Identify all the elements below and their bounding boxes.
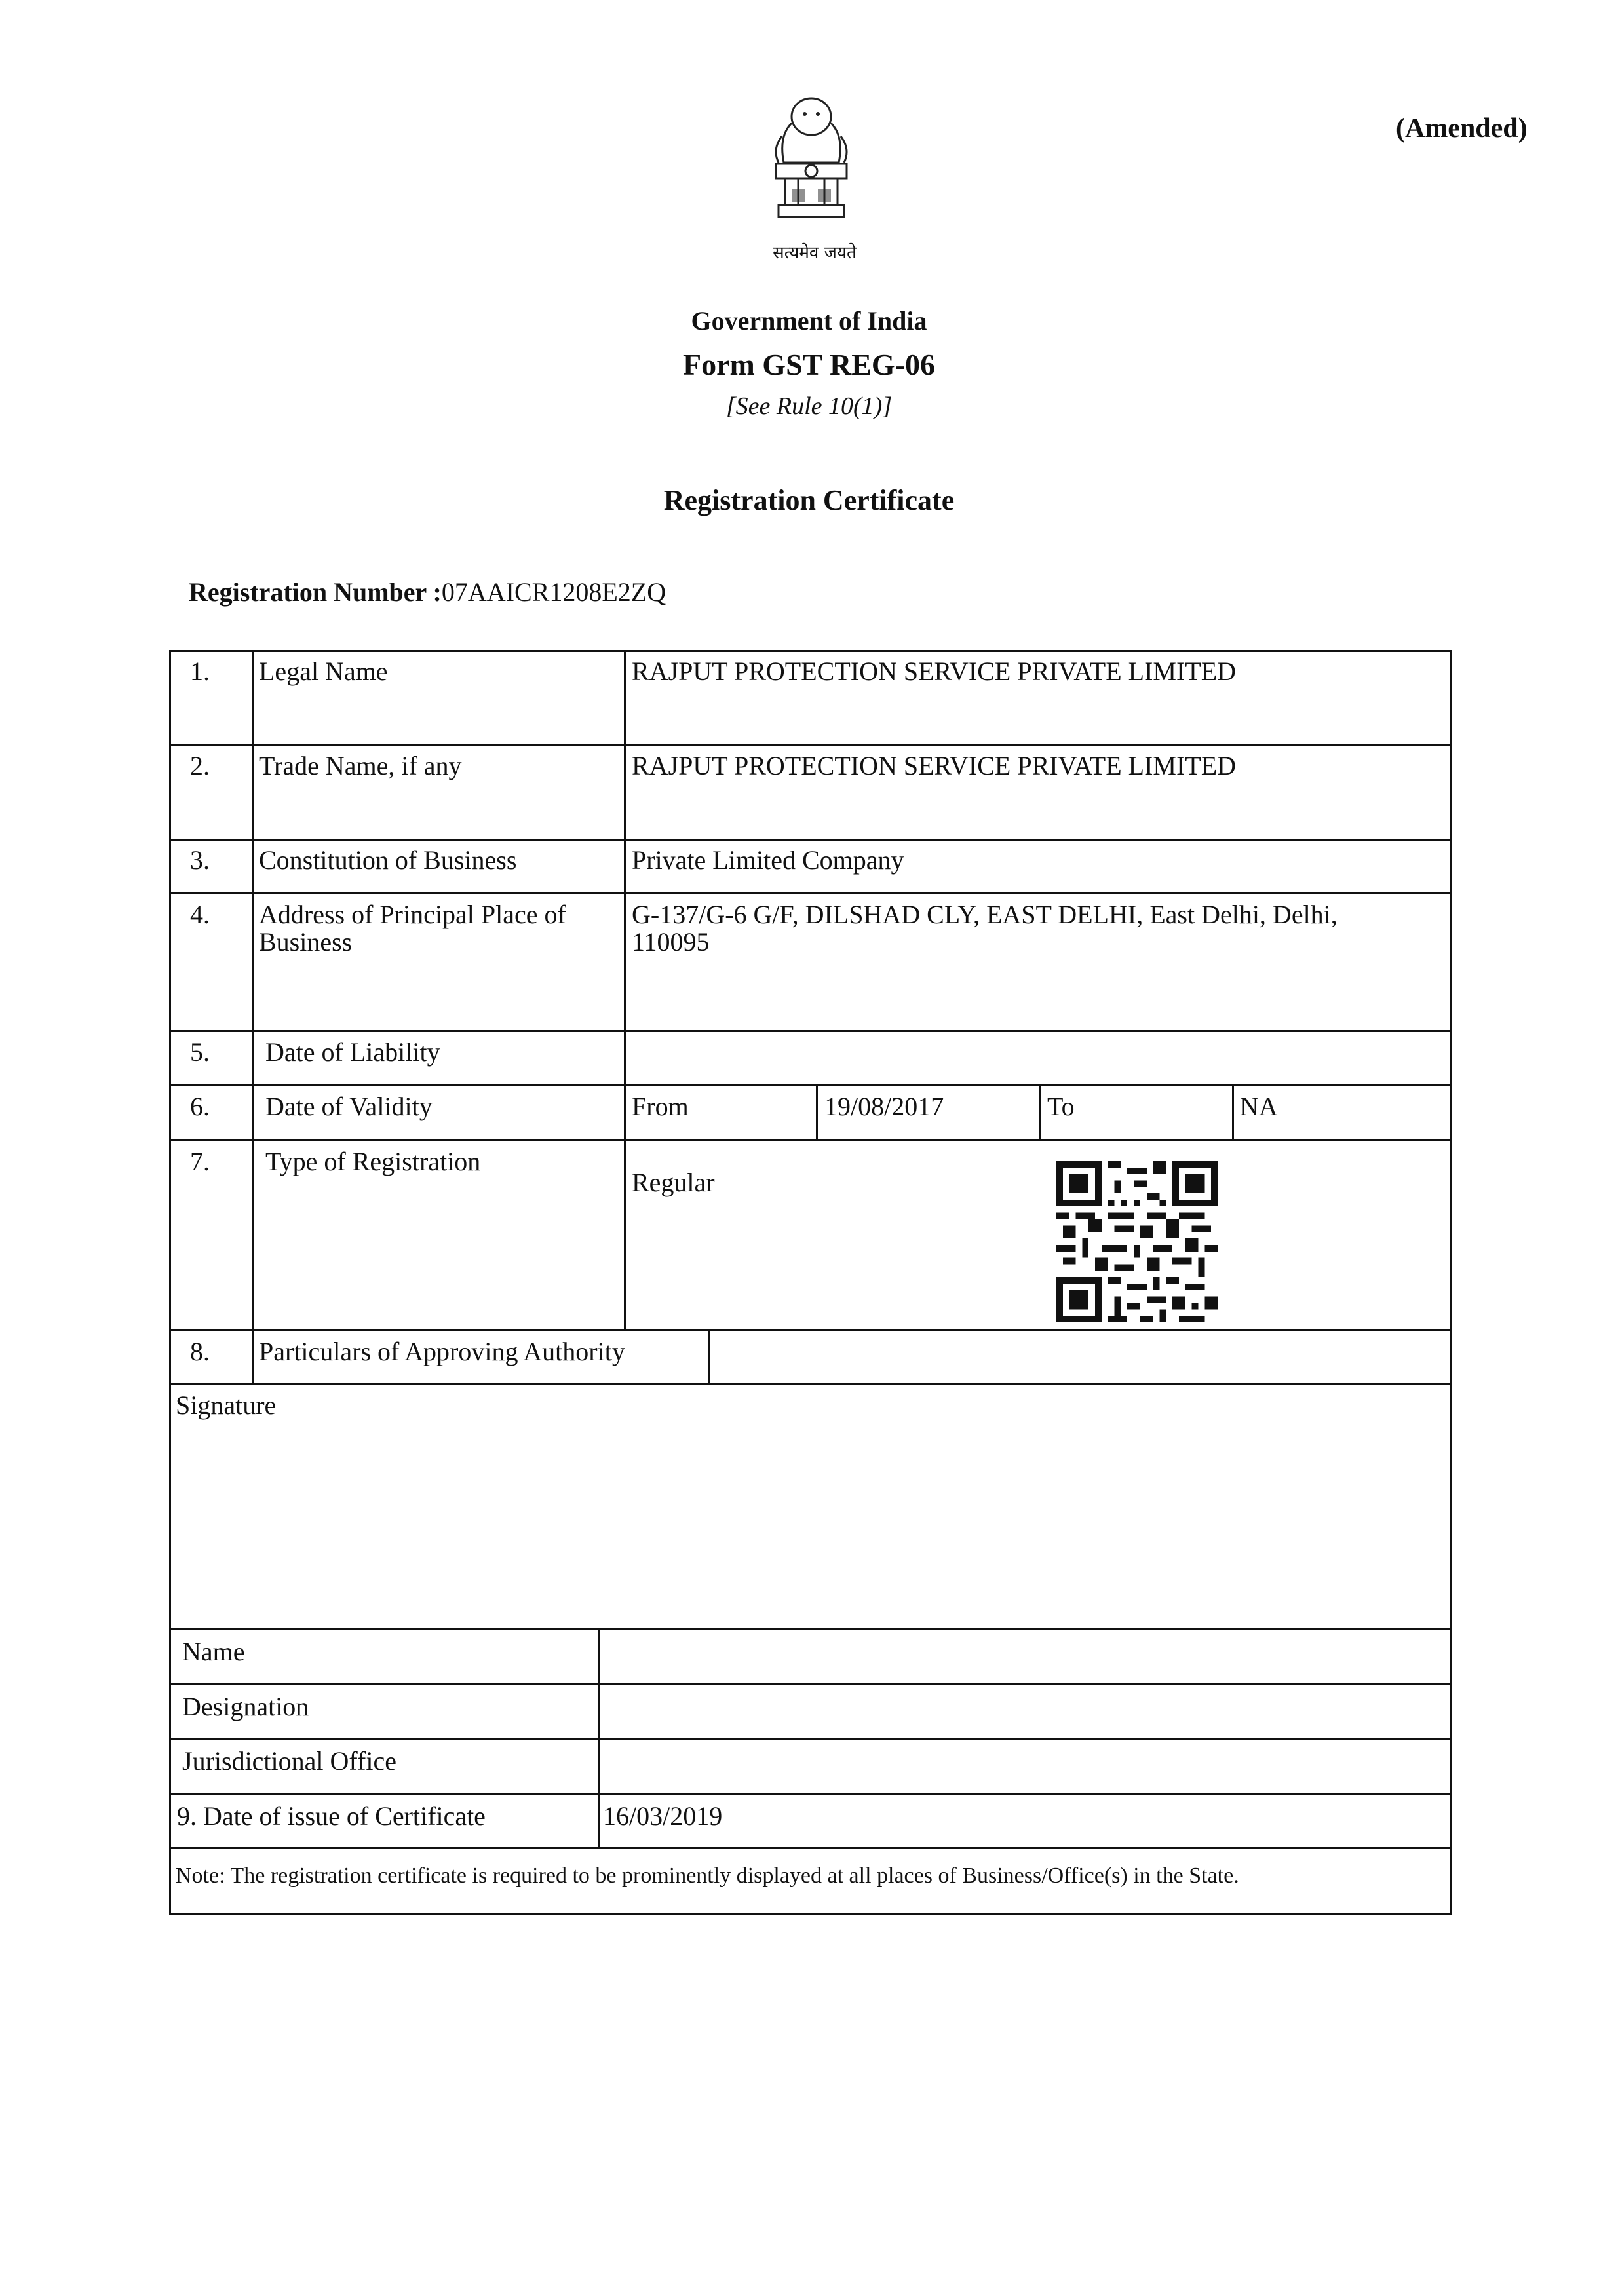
address-label-line2: Business [259,927,353,957]
signature-label: Signature [176,1390,277,1420]
row-number: 7. [190,1147,210,1176]
jurisdictional-office-label: Jurisdictional Office [182,1746,396,1776]
registration-type-value: Regular [632,1168,715,1197]
motto-text: सत्यमेव जयते [773,243,857,263]
registration-number-line [189,577,666,607]
address-label-line1: Address of Principal Place of [259,900,566,929]
row-number: 5. [190,1037,210,1067]
date-of-liability-label: Date of Liability [265,1037,440,1067]
constitution-value: Private Limited Company [632,845,904,875]
address-value-line1: G-137/G-6 G/F, DILSHAD CLY, EAST DELHI, East Delhi, Delhi, [632,900,1338,929]
national-emblem-icon [752,90,870,261]
constitution-label: Constitution of Business [259,845,517,875]
name-label: Name [182,1637,245,1666]
registration-number-value: 07AAICR1208E2ZQ [441,577,666,607]
designation-label: Designation [182,1692,309,1721]
legal-name-label: Legal Name [259,657,388,686]
row-number: 3. [190,845,210,875]
amended-label: (Amended) [1396,113,1528,144]
issue-date-label: 9. Date of issue of Certificate [177,1801,486,1831]
trade-name-value: RAJPUT PROTECTION SERVICE PRIVATE LIMITED [632,751,1237,780]
government-heading: Government of India [691,306,927,335]
legal-name-value: RAJPUT PROTECTION SERVICE PRIVATE LIMITED [632,657,1237,686]
validity-from-value: 19/08/2017 [824,1092,944,1121]
rule-reference: [See Rule 10(1)] [725,392,893,420]
row-number: 2. [190,751,210,780]
address-value-line2: 110095 [632,927,710,957]
row-number: 4. [190,900,210,929]
validity-to-label: To [1047,1092,1075,1121]
row-number: 8. [190,1337,210,1366]
note-text: Note: The registration certificate is required to be prominently displayed at all places of Business/Office(s) in the State. [176,1864,1239,1888]
trade-name-label: Trade Name, if any [259,751,462,780]
issue-date-value: 16/03/2019 [603,1801,723,1831]
approving-authority-label: Particulars of Approving Authority [259,1337,625,1366]
validity-to-value: NA [1240,1092,1278,1121]
form-name: Form GST REG-06 [682,348,936,381]
row-number: 1. [190,657,210,686]
date-of-validity-label: Date of Validity [265,1092,433,1121]
qr-code-icon [1056,1161,1218,1322]
registration-type-label: Type of Registration [265,1147,481,1176]
certificate-title: Registration Certificate [663,484,955,516]
row-number: 6. [190,1092,210,1121]
registration-number-label: Registration Number : [189,577,442,607]
validity-from-label: From [632,1092,689,1121]
